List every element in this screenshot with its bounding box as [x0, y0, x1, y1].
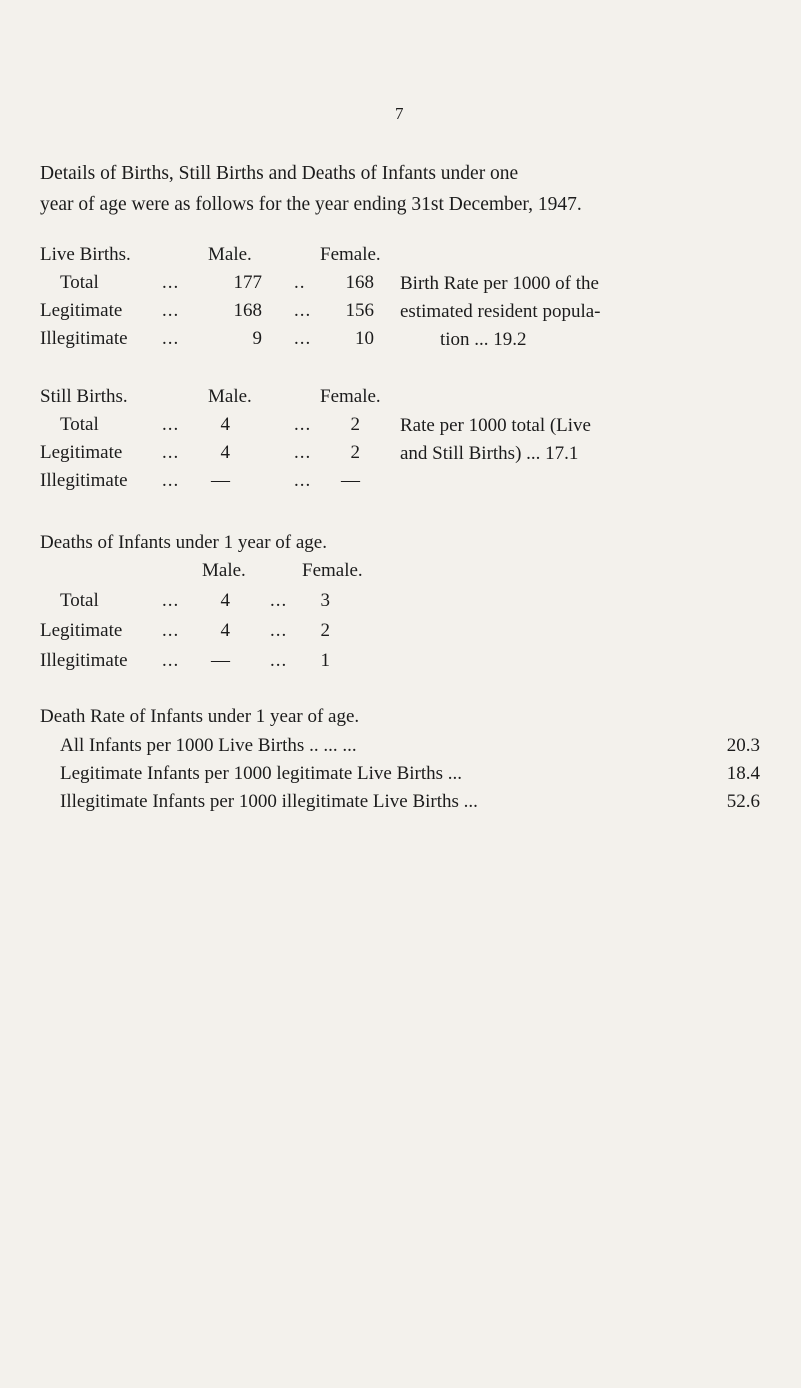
row-dots: ...: [294, 470, 312, 491]
row-label: Illegitimate: [40, 328, 128, 349]
male-value: 4: [220, 442, 230, 463]
note-line: Rate per 1000 total (Live: [400, 415, 591, 436]
row-dots: ...: [294, 328, 312, 349]
note-line: and Still Births) ... 17.1: [400, 443, 579, 464]
note-line: Birth Rate per 1000 of the: [400, 273, 599, 294]
female-value: 1: [320, 650, 330, 671]
note-line: tion ... 19.2: [440, 329, 527, 350]
infant-deaths-col-male: Male.: [202, 560, 246, 581]
row-label: Legitimate: [40, 620, 123, 641]
row-dots: ...: [162, 470, 180, 491]
row-dots: ...: [162, 414, 180, 435]
female-value: 2: [350, 442, 360, 463]
male-value: —: [211, 470, 230, 491]
row-dots: ...: [162, 442, 180, 463]
female-value: 168: [345, 272, 374, 293]
male-value: 9: [252, 328, 262, 349]
row-label: Total: [60, 590, 99, 611]
female-value: 2: [320, 620, 330, 641]
row-dots: ...: [162, 650, 180, 671]
table-row: [60, 788, 760, 816]
live-births-col-male: Male.: [208, 244, 252, 265]
row-label: Illegitimate: [40, 470, 128, 491]
male-value: 168: [233, 300, 262, 321]
row-label: Total: [60, 272, 99, 293]
male-value: 4: [220, 590, 230, 611]
rate-value: 20.3: [726, 735, 760, 756]
row-dots: ...: [270, 650, 288, 671]
row-dots: ..: [294, 272, 306, 293]
heading-line-2: year of age were as follows for the year ending 31st December, 1947.: [40, 194, 582, 215]
rate-label: All Infants per 1000 Live Births .. ... ...: [60, 735, 357, 756]
death-rate-title: Death Rate of Infants under 1 year of age.: [40, 706, 360, 727]
rate-value: 18.4: [726, 763, 760, 784]
row-dots: ...: [162, 272, 180, 293]
row-dots: ...: [162, 300, 180, 321]
row-label: Illegitimate: [40, 650, 128, 671]
infant-deaths-title: Deaths of Infants under 1 year of age.: [40, 532, 327, 553]
female-value: 10: [355, 328, 374, 349]
table-row: [60, 760, 760, 788]
female-value: 156: [345, 300, 374, 321]
heading: [40, 158, 765, 220]
row-dots: ...: [162, 590, 180, 611]
row-dots: ...: [294, 442, 312, 463]
row-dots: ...: [270, 590, 288, 611]
still-births-col-female: Female.: [320, 386, 381, 407]
row-dots: ...: [162, 328, 180, 349]
rate-value: 52.6: [726, 791, 760, 812]
row-dots: ...: [294, 414, 312, 435]
male-value: —: [211, 650, 230, 671]
male-value: 4: [220, 620, 230, 641]
infant-deaths-col-female: Female.: [302, 560, 363, 581]
female-value: 2: [350, 414, 360, 435]
live-births-col-female: Female.: [320, 244, 381, 265]
heading-line-1: Details of Births, Still Births and Deaths of Infants under one: [40, 163, 519, 184]
row-label: Total: [60, 414, 99, 435]
female-value: 3: [320, 590, 330, 611]
row-dots: ...: [270, 620, 288, 641]
rate-label: Legitimate Infants per 1000 legitimate Live Births ...: [60, 763, 463, 784]
male-value: 177: [233, 272, 262, 293]
male-value: 4: [220, 414, 230, 435]
still-births-col-male: Male.: [208, 386, 252, 407]
rate-label: Illegitimate Infants per 1000 illegitimate Live Births ...: [60, 791, 478, 812]
row-dots: ...: [294, 300, 312, 321]
row-dots: ...: [162, 620, 180, 641]
table-row: [60, 732, 760, 760]
row-label: Legitimate: [40, 300, 123, 321]
note-line: estimated resident popula-: [400, 301, 601, 322]
female-value: —: [341, 470, 360, 491]
page-number: 7: [395, 104, 404, 123]
row-label: Legitimate: [40, 442, 123, 463]
still-births-title: Still Births.: [40, 386, 128, 407]
live-births-title: Live Births.: [40, 244, 131, 265]
